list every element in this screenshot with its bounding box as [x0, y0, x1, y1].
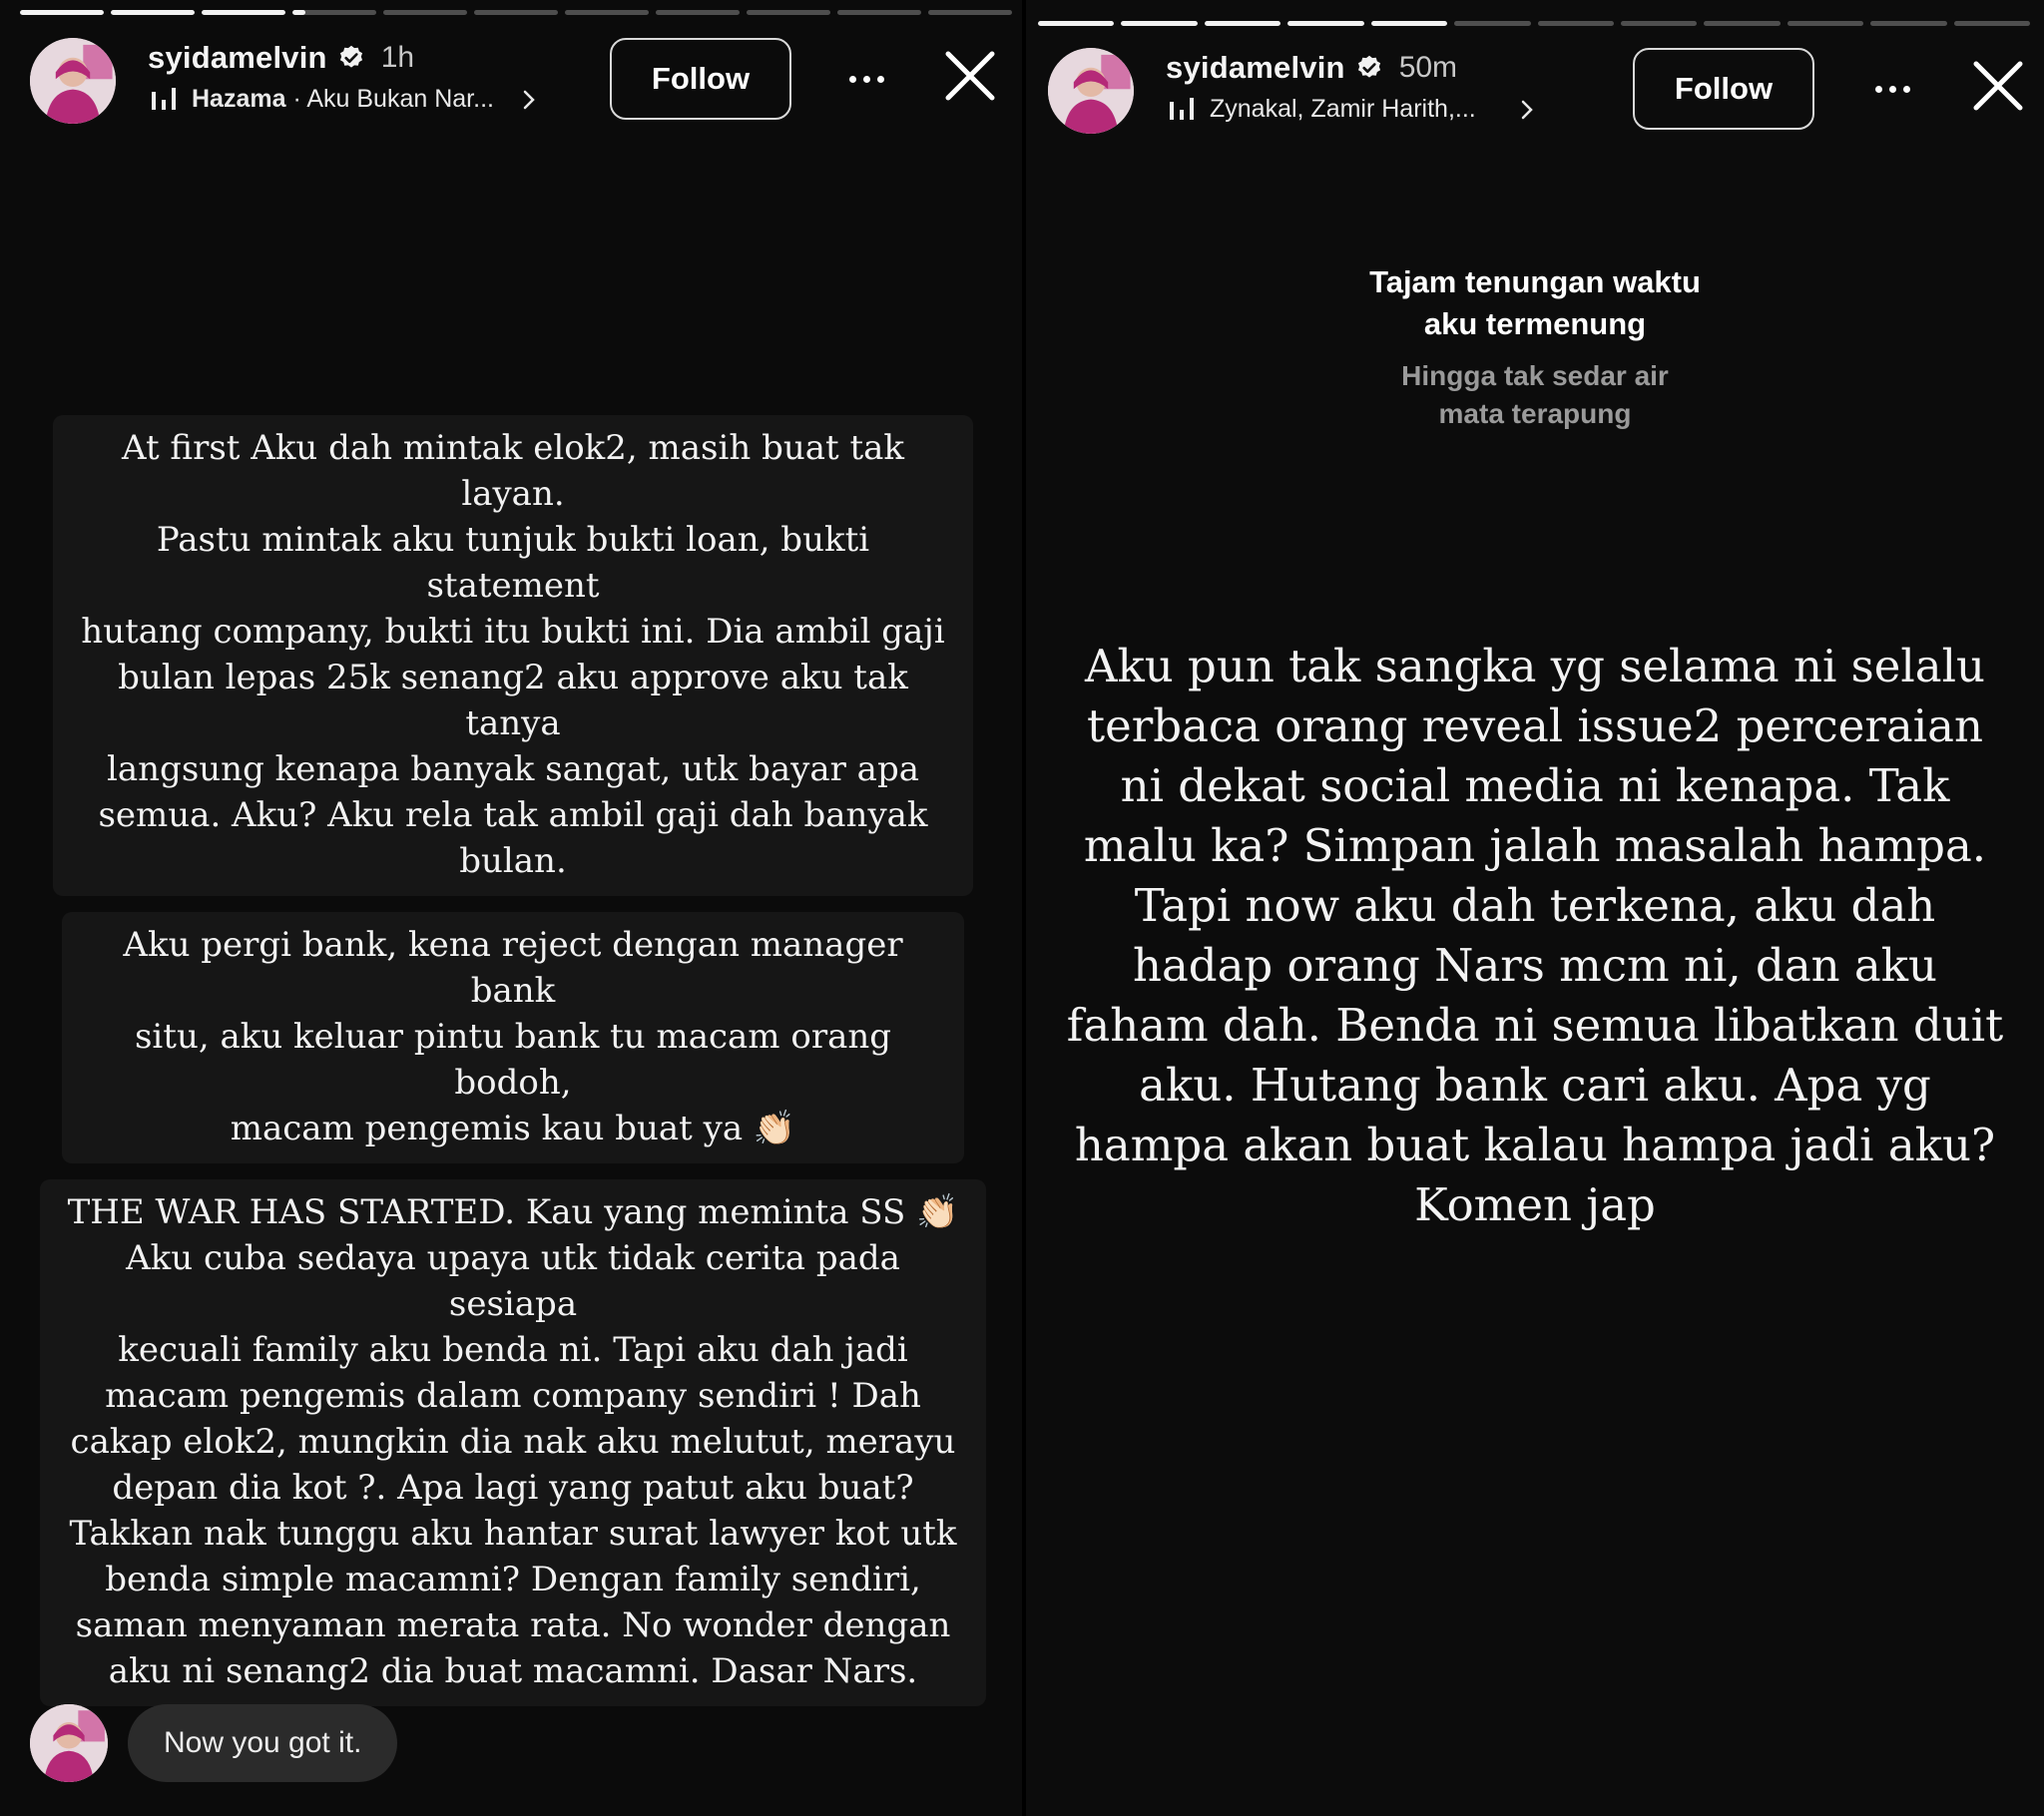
story-progress-bar [1038, 21, 2030, 26]
text-block [53, 415, 973, 896]
progress-segment [202, 10, 285, 15]
progress-fill [1121, 21, 1197, 26]
progress-fill [111, 10, 195, 15]
progress-segment [1621, 21, 1697, 26]
progress-segment [111, 10, 195, 15]
avatar-image [30, 1704, 108, 1782]
more-options-button[interactable] [842, 64, 890, 94]
post-time: 1h [380, 41, 415, 74]
progress-segment [1205, 21, 1280, 26]
music-info[interactable] [150, 85, 538, 114]
story-header [1026, 42, 2044, 152]
avatar[interactable] [30, 38, 116, 124]
verified-badge-icon [1355, 54, 1383, 82]
story-progress-bar [20, 10, 1012, 15]
progress-segment [1704, 21, 1780, 26]
user-info [148, 40, 414, 76]
lyric-line: Tajam tenungan waktu [1369, 264, 1701, 299]
progress-segment [1454, 21, 1530, 26]
progress-fill [1371, 21, 1447, 26]
story-header [0, 32, 1026, 142]
progress-segment [565, 10, 649, 15]
music-bars-icon [150, 88, 180, 112]
text-block-body: Aku pergi bank, kena reject dengan manager bank situ, aku keluar pintu bank tu macam orang bodoh, macam pengemis kau buat ya 👏🏻 [123, 925, 903, 1148]
progress-segment [837, 10, 921, 15]
music-label [192, 85, 494, 114]
music-track: Aku Bukan Nar... [306, 85, 494, 113]
music-track: Zynakal, Zamir Harith,... [1210, 95, 1476, 123]
username[interactable]: syidamelvin [1166, 50, 1345, 85]
progress-segment [1371, 21, 1447, 26]
lyric-current [1026, 261, 2044, 345]
avatar-image [30, 38, 116, 124]
avatar[interactable] [1048, 48, 1134, 134]
progress-segment [1788, 21, 1863, 26]
verified-badge-icon [337, 44, 365, 72]
progress-segment [1870, 21, 1946, 26]
text-block-body: THE WAR HAS STARTED. Kau yang meminta SS 👏🏻 Aku cuba sedaya upaya utk tidak cerita pada sesiapa kecuali family aku benda ni. Tapi aku dah jadi macam pengemis dalam company sendiri ! Dah cakap elok2, mungkin dia nak aku melutut, merayu depan dia kot ?. Apa lagi yang patut aku buat? Takkan nak tunggu aku hantar surat lawyer kot utk benda simple macamni? Dengan family sendiri, saman menyaman merata rata. No wonder dengan aku ni senang2 dia buat macamni. Dasar Nars. [67, 1192, 959, 1691]
close-icon[interactable] [1970, 58, 2026, 114]
progress-segment [474, 10, 558, 15]
user-info [1166, 50, 1457, 86]
avatar [30, 1704, 108, 1782]
chevron-right-icon [520, 89, 538, 111]
progress-segment [1121, 21, 1197, 26]
music-separator: · [292, 85, 301, 113]
progress-fill [1038, 21, 1114, 26]
more-options-button[interactable] [1868, 74, 1916, 104]
more-dots-icon [1875, 86, 1882, 93]
text-block [62, 912, 964, 1163]
text-block-body: At first Aku dah mintak elok2, masih buat tak layan. Pastu mintak aku tunjuk bukti loan, bukti statement hutang company, bukti itu bukti ini. Dia ambil gaji bulan lepas 25k senang2 aku approve aku tak tanya langsung kenapa banyak sangat, utk bayar apa semua. Aku? Aku rela tak ambil gaji dah banyak bulan. [81, 428, 945, 881]
progress-segment [292, 10, 376, 15]
progress-fill [202, 10, 285, 15]
progress-fill [1287, 21, 1363, 26]
progress-segment [1038, 21, 1114, 26]
lyric-line: Hingga tak sedar air [1401, 360, 1669, 391]
lyric-line: mata terapung [1438, 398, 1632, 429]
progress-segment [383, 10, 467, 15]
progress-fill [20, 10, 104, 15]
progress-fill [1205, 21, 1280, 26]
chevron-right-icon [1518, 99, 1536, 121]
story-text-content [40, 415, 986, 1722]
lyric-next [1026, 357, 2044, 433]
music-artist: Hazama [192, 85, 286, 113]
follow-button[interactable]: Follow [1633, 48, 1814, 130]
post-time: 50m [1398, 51, 1458, 84]
progress-segment [747, 10, 830, 15]
progress-segment [1287, 21, 1363, 26]
progress-segment [656, 10, 740, 15]
lyrics-sticker [1026, 261, 2044, 433]
username[interactable]: syidamelvin [148, 40, 327, 75]
progress-fill [292, 10, 305, 15]
progress-segment [928, 10, 1012, 15]
lyric-line: aku termenung [1423, 306, 1647, 341]
reply-bubble: Now you got it. [128, 1704, 397, 1782]
follow-button[interactable]: Follow [610, 38, 791, 120]
more-dots-icon [849, 76, 856, 83]
progress-segment [1538, 21, 1614, 26]
music-info[interactable] [1168, 95, 1536, 124]
story-text-content: Aku pun tak sangka yg selama ni selalu terbaca orang reveal issue2 perceraian ni dekat social media ni kenapa. Tak malu ka? Simpan jalah masalah hampa. Tapi now aku dah terkena, aku dah hadap orang Nars mcm ni, dan aku faham dah. Benda ni semua libatkan duit aku. Hutang bank cari aku. Apa yg hampa akan buat kalau hampa jadi aku? Komen jap [1066, 640, 2004, 1231]
music-bars-icon [1168, 98, 1198, 122]
progress-segment [20, 10, 104, 15]
progress-segment [1954, 21, 2030, 26]
reply-sticker [30, 1704, 397, 1782]
story-right [1026, 0, 2044, 1816]
avatar-image [1048, 48, 1134, 134]
close-icon[interactable] [942, 48, 998, 104]
text-block [40, 1179, 986, 1706]
